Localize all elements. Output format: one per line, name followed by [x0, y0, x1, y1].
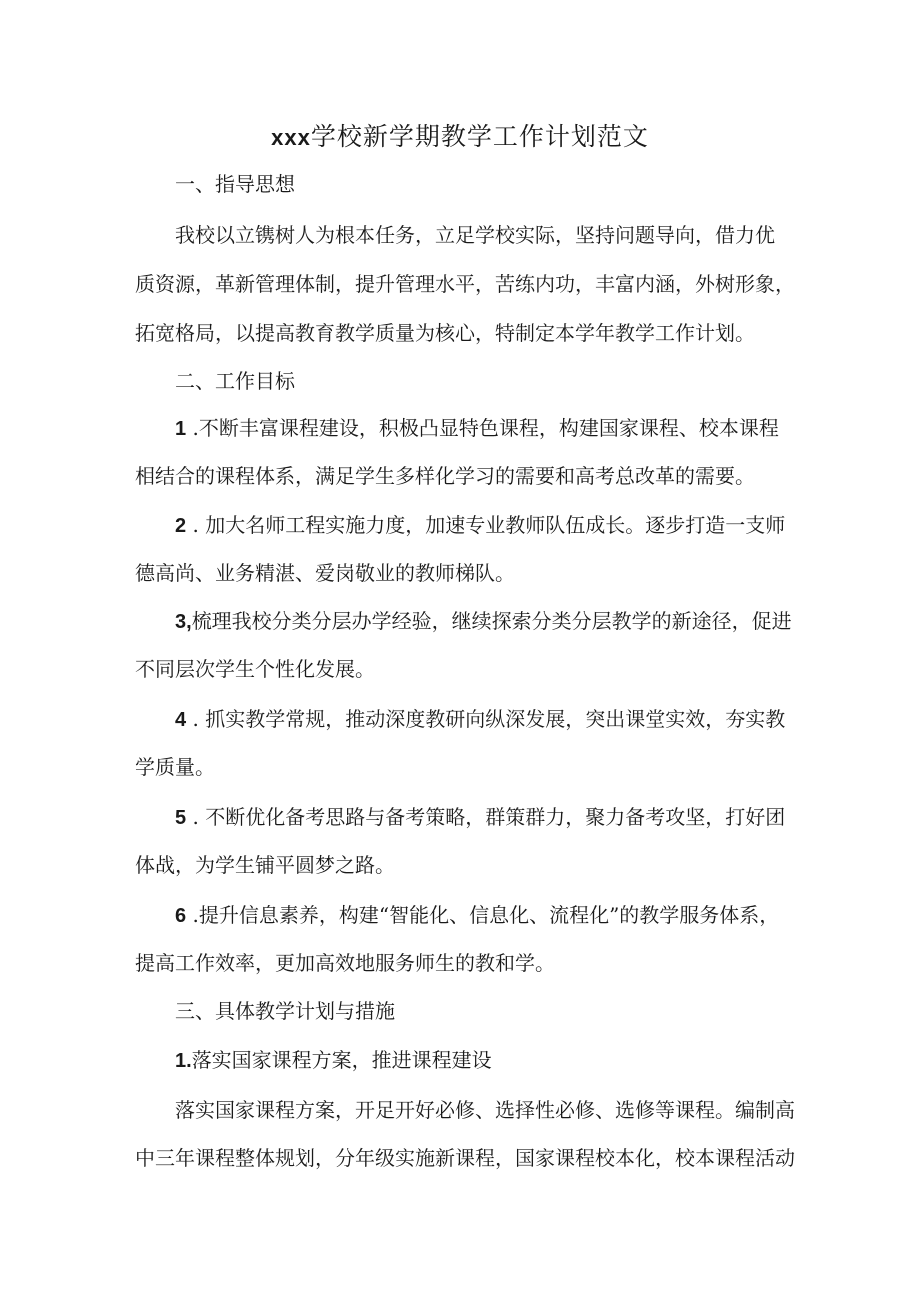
goal-text: . 抓实教学常规，推动深度教研向纵深发展，突出课堂实效，夯实教: [186, 707, 786, 731]
goal-item-3-line1: [175, 605, 792, 637]
goal-text: . 不断优化备考思路与备考策略，群策群力，聚力备考攻坚，打好团: [186, 805, 786, 829]
goal-text: 梳理我校分类分层办学经验，继续探索分类分层教学的新途径，促进: [191, 609, 792, 633]
goal-item-4-line1: [175, 703, 785, 735]
goal-text: .不断丰富课程建设，积极凸显特色课程，构建国家课程、校本课程: [186, 416, 779, 440]
paragraph-line: 中三年课程整体规划，分年级实施新课程，国家课程校本化，校本课程活动: [135, 1146, 795, 1170]
paragraph-line: 我校以立镌树人为根本任务，立足学校实际，坚持问题导向，借力优: [175, 223, 775, 247]
goal-number: 4: [175, 709, 187, 731]
goal-item-2-line1: [175, 509, 785, 541]
goal-item-4-line2: 学质量。: [135, 755, 215, 779]
paragraph-line: 质资源，革新管理体制，提升管理水平，苦练内功，丰富内涵，外树形象，: [135, 272, 795, 296]
goal-item-6-line2: 提高工作效率，更加高效地服务师生的教和学。: [135, 951, 555, 975]
goal-text: . 加大名师工程实施力度，加速专业教师队伍成长。逐步打造一支师: [186, 513, 786, 537]
document-title: [0, 118, 920, 157]
goal-number: 3,: [175, 611, 192, 633]
title-main: 学校新学期教学工作计划范文: [310, 122, 649, 151]
paragraph-line: 拓宽格局，以提高教育教学质量为核心，特制定本学年教学工作计划。: [135, 321, 755, 345]
paragraph-line: 落实国家课程方案，开足开好必修、选择性必修、选修等课程。编制高: [175, 1098, 795, 1122]
title-prefix: xxx: [271, 125, 311, 150]
goal-number: 2: [175, 515, 187, 537]
goal-number: 1: [175, 418, 187, 440]
goal-item-1-line1: [175, 412, 779, 444]
section-heading-work-goals: 二、工作目标: [175, 369, 295, 393]
section-heading-specific-plans: 三、具体教学计划与措施: [175, 999, 395, 1023]
goal-item-2-line2: 德高尚、业务精湛、爱岗敬业的教师梯队。: [135, 561, 515, 585]
subsection-text: 落实国家课程方案，推进课程建设: [191, 1048, 492, 1072]
goal-text: .提升信息素养，构建“智能化、信息化、流程化”的教学服务体系，: [186, 903, 780, 927]
goal-number: 6: [175, 905, 187, 927]
goal-item-6-line1: [175, 899, 779, 931]
goal-item-1-line2: 相结合的课程体系，满足学生多样化学习的需要和高考总改革的需要。: [135, 464, 755, 488]
subsection-heading-1: [175, 1044, 492, 1076]
section-heading-guiding-ideology: 一、指导思想: [175, 172, 295, 196]
goal-number: 5: [175, 807, 187, 829]
subsection-number: 1.: [175, 1050, 192, 1072]
goal-item-3-line2: 不同层次学生个性化发展。: [135, 657, 375, 681]
goal-item-5-line2: 体战，为学生铺平圆梦之路。: [135, 853, 395, 877]
goal-item-5-line1: [175, 801, 785, 833]
